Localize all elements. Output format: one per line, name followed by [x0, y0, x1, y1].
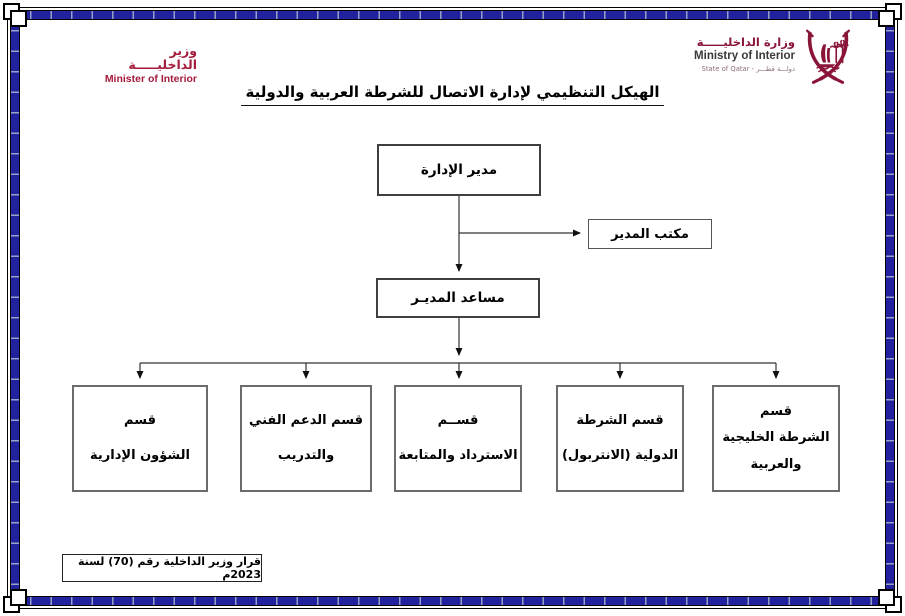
org-box-admin-affairs-section: [72, 385, 208, 492]
org-box-interpol-section: [556, 385, 684, 492]
section-line: الشؤون الإدارية: [90, 447, 190, 463]
minister-wordmark: [97, 44, 197, 85]
org-box-director: مدير الإدارة: [377, 144, 541, 196]
ministry-title-english: Ministry of Interior: [694, 49, 795, 62]
frame-corner-ornament: [885, 596, 902, 613]
frame-corner-ornament: [885, 3, 902, 20]
frame-corner-ornament: [3, 3, 20, 20]
state-of-qatar-label: دولـــة قطـــر - State of Qatar: [701, 64, 795, 73]
frame-corner-ornament: [10, 589, 27, 606]
minister-title-english: Minister of Interior: [104, 72, 197, 85]
org-box-director-office: مكتب المدير: [588, 219, 712, 249]
frame-band-bottom: [10, 596, 895, 606]
ministry-wordmark: [675, 36, 795, 74]
section-line: قسم: [124, 412, 156, 428]
section-line: الدولية (الانتربول): [561, 447, 679, 463]
minister-title-arabic: وزير الداخليـــــة: [128, 43, 197, 73]
section-line: والعربية: [750, 456, 802, 472]
frame-corner-ornament: [878, 10, 895, 27]
title-row: [0, 82, 905, 106]
org-box-tech-support-training-section: [240, 385, 372, 492]
ministry-title-arabic: وزارة الداخليـــــة: [696, 35, 795, 49]
section-line: والتدريب: [277, 447, 335, 463]
section-line: قسم الدعم الفني: [248, 412, 364, 428]
page-title: الهيكل التنظيمي لإدارة الاتصال للشرطة العربية والدولية: [241, 83, 663, 106]
frame-corner-ornament: [878, 589, 895, 606]
section-line: قســم: [437, 412, 479, 428]
decree-reference-box: قرار وزير الداخلية رقم (70) لسنة 2023م: [62, 554, 262, 582]
frame-band-top: [10, 10, 895, 20]
section-line: قسم: [760, 404, 792, 420]
section-line: الشرطة الخليجية: [722, 430, 830, 446]
qatar-moi-emblem-icon: [799, 27, 857, 87]
org-box-gulf-arab-police-section: [712, 385, 840, 492]
section-line: قسم الشرطة: [576, 412, 664, 428]
frame-corner-ornament: [10, 10, 27, 27]
org-box-recovery-followup-section: [394, 385, 522, 492]
frame-corner-ornament: [3, 596, 20, 613]
org-box-assistant-director: مساعد المديـر: [376, 278, 540, 318]
section-line: الاسترداد والمتابعة: [398, 447, 518, 463]
